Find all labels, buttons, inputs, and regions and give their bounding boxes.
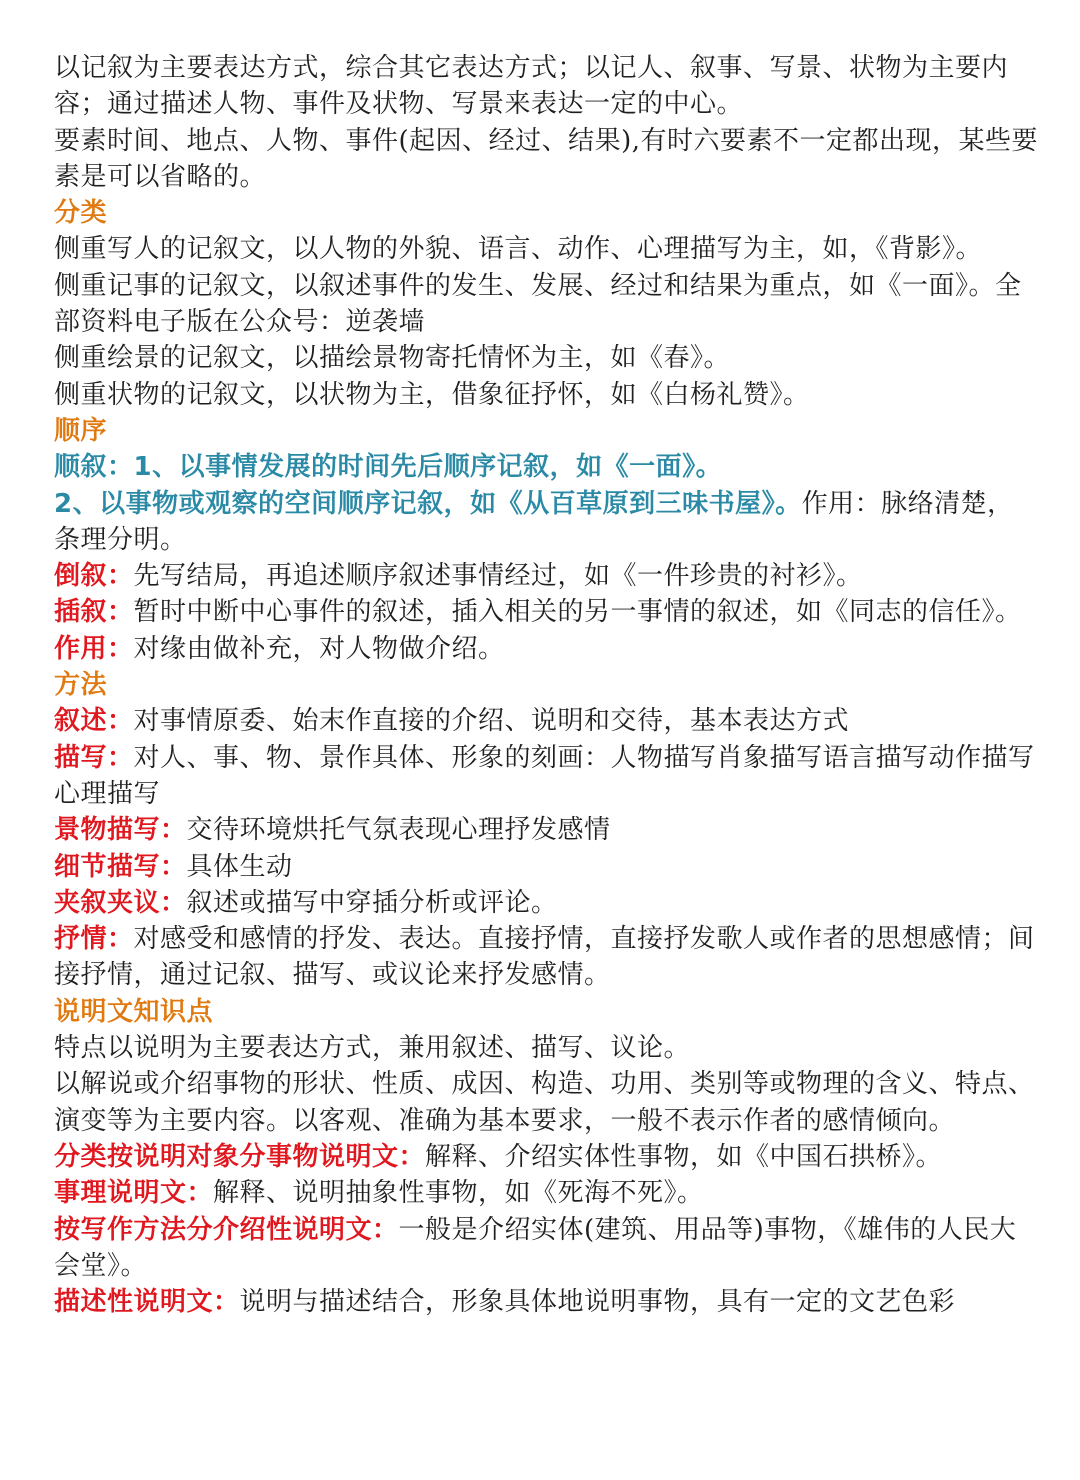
expository-type-descriptive	[54, 1284, 1040, 1320]
expository-feature: 特点以说明为主要表达方式，兼用叙述、描写、议论。	[54, 1033, 691, 1064]
daoxu-text: 先写结局，再追述顺序叙述事情经过，如《一件珍贵的衬衫》。	[133, 561, 863, 592]
expository-text: 一般是介绍实体(建筑、用品等)事物，《雄伟的人民大会堂》。	[54, 1214, 1017, 1281]
shunxu-point-time: 1、以事情发展的时间先后顺序记叙，如《一面》。	[133, 452, 723, 483]
method-text: 对事情原委、始末作直接的介绍、说明和交待，基本表达方式	[133, 706, 850, 737]
method-text: 对感受和感情的抒发、表达。直接抒情，直接抒发歌人或作者的思想感情；间接抒情，通过记叙、描写、或议论来抒发感情。	[54, 924, 1035, 991]
method-detail-description	[54, 849, 1040, 885]
method-text: 交待环境烘托气氛表现心理抒发感情	[186, 815, 611, 846]
method-scenery-description	[54, 812, 1040, 848]
method-text: 叙述或描写中穿插分析或评论。	[186, 887, 558, 918]
expository-text: 解释、介绍实体性事物，如《中国石拱桥》。	[425, 1141, 943, 1172]
method-text: 具体生动	[186, 851, 293, 882]
method-description	[54, 740, 1040, 813]
section-heading-order: 顺序	[54, 415, 108, 446]
order-shunxu-line1	[54, 449, 1040, 485]
section-heading-classification: 分类	[54, 198, 108, 229]
method-narration	[54, 703, 1040, 739]
classification-item-person: 侧重写人的记叙文，以人物的外貌、语言、动作、心理描写为主，如，《背影》。	[54, 234, 983, 265]
daoxu-label: 倒叙：	[54, 561, 134, 592]
expository-type-reasoning	[54, 1175, 1040, 1211]
expository-label: 分类按说明对象分事物说明文：	[54, 1141, 426, 1172]
expository-label: 按写作方法分介绍性说明文：	[54, 1214, 399, 1245]
method-text: 对人、事、物、景作具体、形象的刻画：人物描写肖象描写语言描写动作描写心理描写	[54, 742, 1035, 809]
shunxu-label: 顺叙：	[54, 452, 134, 483]
classification-item-scenery: 侧重绘景的记叙文，以描绘景物寄托情怀为主，如《春》。	[54, 343, 731, 374]
order-daoxu	[54, 558, 1040, 594]
order-shunxu-line2	[54, 486, 1040, 559]
expository-type-object	[54, 1139, 1040, 1175]
intro-definition: 以记叙为主要表达方式，综合其它表达方式；以记人、叙事、写景、状物为主要内容；通过描述人物、事件及状物、写景来表达一定的中心。	[54, 53, 1009, 120]
method-label: 抒情：	[54, 924, 134, 955]
intro-elements: 要素时间、地点、人物、事件(起因、经过、结果),有时六要素不一定都出现，某些要素是可以省略的。	[54, 125, 1039, 192]
shunxu-point-space: 2、以事物或观察的空间顺序记叙，如《从百草原到三味书屋》。	[54, 488, 802, 519]
expository-label: 事理说明文：	[54, 1178, 214, 1209]
expository-content: 以解说或介绍事物的形状、性质、成因、构造、功用、类别等或物理的含义、特点、演变等为主要内容。以客观、准确为基本要求，一般不表示作者的感情倾向。	[54, 1069, 1035, 1136]
method-label: 叙述：	[54, 706, 134, 737]
expository-label: 描述性说明文：	[54, 1287, 240, 1318]
expository-text: 说明与描述结合，形象具体地说明事物，具有一定的文艺色彩	[239, 1287, 956, 1318]
method-label: 夹叙夹议：	[54, 887, 187, 918]
chaxu-text: 暂时中断中心事件的叙述，插入相关的另一事情的叙述，如《同志的信任》。	[133, 597, 1022, 628]
zuoyong-text: 对缘由做补充，对人物做介绍。	[133, 633, 505, 664]
order-zuoyong	[54, 631, 1040, 667]
classification-item-event: 侧重记事的记叙文，以叙述事件的发生、发展、经过和结果为重点，如《一面》。全部资料电子版在公众号：逆袭墙	[54, 270, 1022, 338]
method-narration-commentary	[54, 885, 1040, 921]
shunxu-effect: 作用：脉络清楚，条理分明。	[54, 488, 1014, 555]
section-heading-methods: 方法	[54, 670, 108, 701]
method-lyricism	[54, 921, 1040, 994]
section-heading-expository: 说明文知识点	[54, 996, 214, 1027]
expository-type-introductory	[54, 1212, 1040, 1285]
method-label: 描写：	[54, 742, 134, 773]
method-label: 景物描写：	[54, 815, 187, 846]
order-chaxu	[54, 594, 1040, 630]
classification-item-object: 侧重状物的记叙文，以状物为主，借象征抒怀，如《白杨礼赞》。	[54, 379, 810, 410]
chaxu-label: 插叙：	[54, 597, 134, 628]
method-label: 细节描写：	[54, 851, 187, 882]
expository-text: 解释、说明抽象性事物，如《死海不死》。	[213, 1178, 704, 1209]
zuoyong-label: 作用：	[54, 633, 134, 664]
